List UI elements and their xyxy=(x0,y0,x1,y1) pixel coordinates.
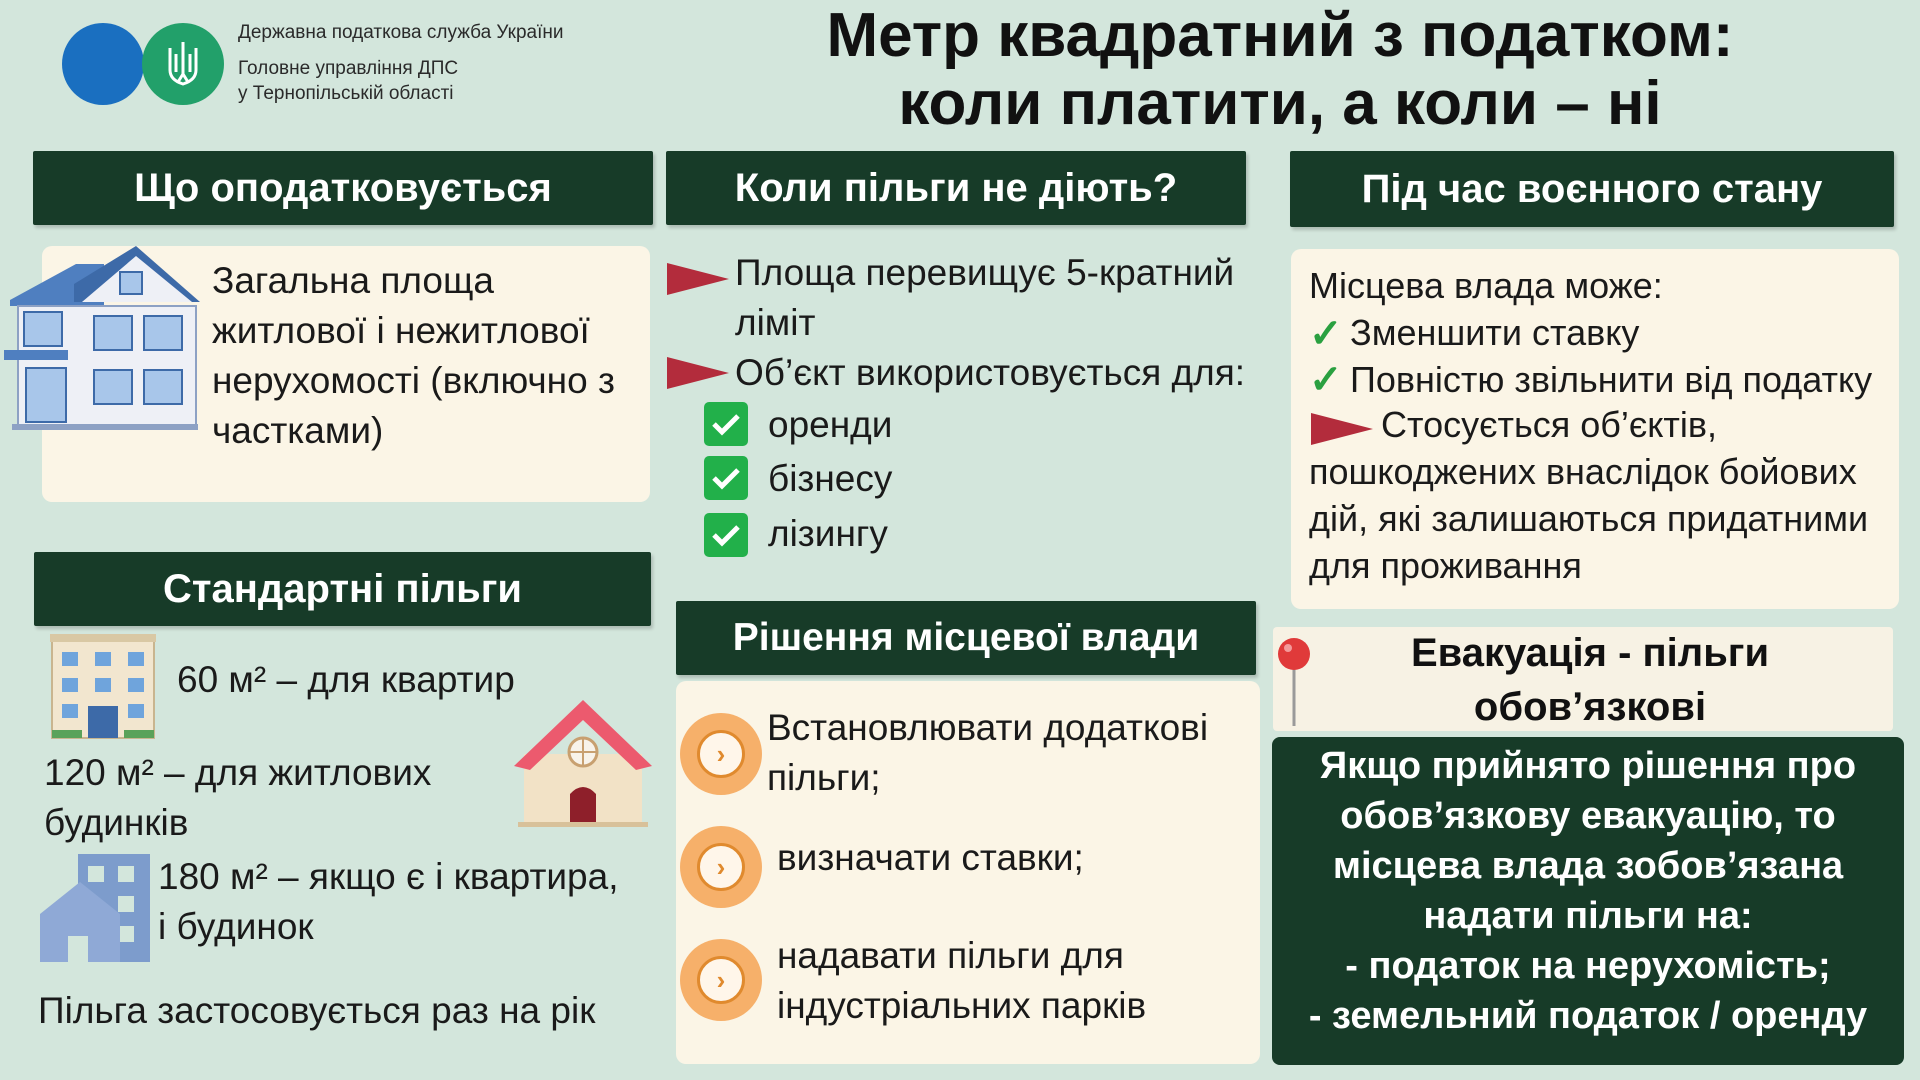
page-title xyxy=(760,2,1800,138)
taxed-text-line: частками) xyxy=(212,410,384,451)
war-option-reduce: Зменшити ставку xyxy=(1350,312,1640,353)
standard-item-both-line: і будинок xyxy=(158,906,314,947)
war-note xyxy=(1309,401,1868,589)
local-item-parks xyxy=(777,931,1146,1031)
checkbox-icon xyxy=(704,402,748,446)
chevron-right-icon: › xyxy=(680,939,762,1021)
org-name: Державна податкова служба України xyxy=(238,22,564,43)
no-benefits-heading: Коли пільги не діють? xyxy=(666,151,1246,225)
org-department: Головне управління ДПС xyxy=(238,58,459,79)
evac-info-box xyxy=(1272,737,1904,1065)
taxed-heading: Що оподатковується xyxy=(33,151,653,225)
local-item-parks-line: надавати пільги для xyxy=(777,935,1124,976)
use-rent: оренди xyxy=(768,404,893,445)
standard-item-both-line: 180 м² – якщо є і квартира, xyxy=(158,856,619,897)
cottage-icon xyxy=(510,696,656,833)
no-benefits-point-limit xyxy=(735,248,1234,348)
war-option-exempt: Повністю звільнити від податку xyxy=(1350,359,1873,400)
pin-icon xyxy=(1274,636,1314,733)
use-leasing: лізингу xyxy=(768,513,888,554)
evac-title xyxy=(1340,626,1840,734)
war-heading: Під час воєнного стану xyxy=(1290,151,1894,227)
checkbox-icon xyxy=(704,513,748,557)
local-item-rates: визначати ставки; xyxy=(777,837,1084,878)
evac-line: місцева влада зобов’язана xyxy=(1332,845,1844,887)
house-icon xyxy=(4,244,200,437)
taxed-text-line: Загальна площа xyxy=(212,260,494,301)
standard-item-both xyxy=(158,852,619,952)
checkbox-icon xyxy=(704,456,748,500)
title-line-1: Метр квадратний з податком: xyxy=(826,1,1734,70)
taxed-text-line: нерухомості (включно з xyxy=(212,360,615,401)
use-business: бізнесу xyxy=(768,458,893,499)
local-item-parks-line: індустріальних парків xyxy=(777,985,1147,1026)
chevron-right-icon: › xyxy=(680,826,762,908)
standard-item-apartments: 60 м² – для квартир xyxy=(177,659,515,700)
standard-heading: Стандартні пільги xyxy=(34,552,651,626)
buildings-icon xyxy=(38,852,152,969)
title-line-2: коли платити, а коли – ні xyxy=(898,69,1662,138)
war-note-line: Стосується об’єктів, xyxy=(1381,404,1717,445)
local-heading: Рішення місцевої влади xyxy=(676,601,1256,675)
local-item-benefits xyxy=(767,703,1208,803)
evac-line: Якщо прийнято рішення про xyxy=(1319,745,1857,787)
no-benefits-point-use: Об’єкт використовується для: xyxy=(735,352,1246,393)
no-benefits-point-limit-line: Площа перевищує 5-кратний xyxy=(735,252,1235,293)
checkmark-icon: ✓ xyxy=(1309,312,1343,356)
chevron-right-icon: › xyxy=(680,713,762,795)
war-note-line: пошкоджених внаслідок бойових xyxy=(1309,451,1857,492)
standard-item-houses xyxy=(44,748,431,848)
war-note-line: дій, які залишаються придатними xyxy=(1309,498,1869,539)
no-benefits-point-limit-line: ліміт xyxy=(735,302,816,343)
dps-logo-circle-blue xyxy=(62,23,144,105)
evac-line: - земельний податок / оренду xyxy=(1308,995,1868,1037)
org-region: у Тернопільській області xyxy=(238,83,454,104)
evac-line: - податок на нерухомість; xyxy=(1345,945,1831,987)
local-item-benefits-line: Встановлювати додаткові xyxy=(767,707,1209,748)
standard-item-houses-line: 120 м² – для житлових xyxy=(44,752,432,793)
apartment-building-icon xyxy=(48,634,158,747)
taxed-text-line: житлової і нежитлової xyxy=(212,310,590,351)
taxed-text xyxy=(212,256,615,456)
local-item-benefits-line: пільги; xyxy=(767,757,881,798)
war-intro: Місцева влада може: xyxy=(1309,265,1663,306)
evac-title-line: обов’язкові xyxy=(1473,685,1707,729)
evac-line: надати пільги на: xyxy=(1423,895,1753,937)
standard-item-houses-line: будинків xyxy=(44,802,189,843)
evac-title-line: Евакуація - пільги xyxy=(1410,631,1770,675)
evac-line: обов’язкову евакуацію, то xyxy=(1340,795,1836,837)
standard-note: Пільга застосовується раз на рік xyxy=(38,990,596,1031)
checkmark-icon: ✓ xyxy=(1309,358,1343,402)
emblem-icon xyxy=(142,23,224,105)
arrow-marker xyxy=(667,357,729,389)
war-note-line: для проживання xyxy=(1309,545,1582,586)
arrow-marker xyxy=(667,263,729,295)
